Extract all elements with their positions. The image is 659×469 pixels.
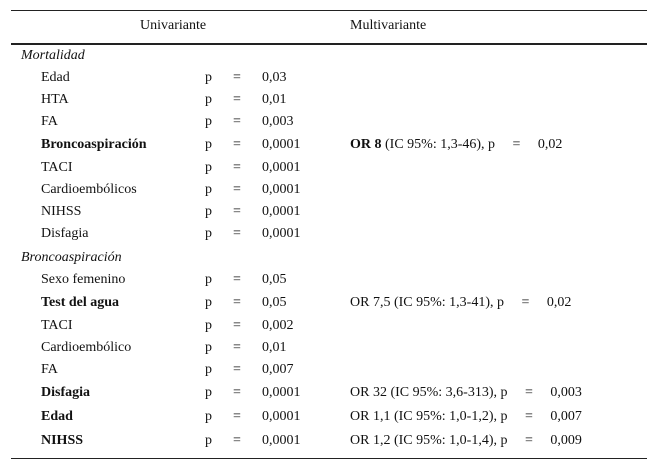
equals-sign: =: [233, 433, 241, 448]
multivariate-result: [350, 137, 562, 153]
equals-sign: =: [233, 226, 241, 241]
header-univariate: Univariante: [140, 18, 207, 33]
table-row: [0, 272, 659, 292]
table-row: [0, 340, 659, 360]
p-symbol: p: [205, 272, 212, 287]
equals-sign: =: [233, 92, 241, 107]
multivariate-result: [350, 433, 582, 449]
equals-sign: =: [233, 362, 241, 377]
table-row: [0, 318, 659, 338]
p-symbol: p: [205, 362, 212, 377]
p-symbol: p: [205, 318, 212, 333]
section-title: Mortalidad: [21, 48, 85, 63]
equals-sign: =: [233, 160, 241, 175]
equals-sign: =: [233, 114, 241, 129]
variable-label: NIHSS: [41, 204, 82, 219]
equals-sign: =: [233, 385, 241, 400]
p-value: 0,05: [262, 295, 287, 310]
variable-label: Broncoaspiración: [41, 137, 147, 152]
table-header-rule: [11, 43, 647, 45]
multivariate-result: [350, 295, 571, 311]
multivariate-detail: OR 7,5 (IC 95%: 1,3-41), p = 0,02: [350, 295, 572, 310]
p-value: 0,002: [262, 318, 294, 333]
p-symbol: p: [205, 160, 212, 175]
variable-label: NIHSS: [41, 433, 84, 448]
p-symbol: p: [205, 204, 212, 219]
variable-label: TACI: [41, 160, 73, 175]
odds-ratio-label: OR 8: [350, 137, 382, 152]
table-row: [0, 385, 659, 405]
table-row: [0, 70, 659, 90]
equals-sign: =: [233, 137, 241, 152]
variable-label: Disfagia: [41, 385, 90, 400]
p-value: 0,0001: [262, 182, 301, 197]
multivariate-detail: OR 1,2 (IC 95%: 1,0-1,4), p = 0,009: [350, 433, 582, 448]
variable-label: HTA: [41, 92, 69, 107]
variable-label: Cardioembólico: [41, 340, 132, 355]
multivariate-detail: OR 32 (IC 95%: 3,6-313), p = 0,003: [350, 385, 582, 400]
p-symbol: p: [205, 182, 212, 197]
table-row: [0, 226, 659, 246]
p-symbol: p: [205, 92, 212, 107]
equals-sign: =: [233, 272, 241, 287]
p-value: 0,03: [262, 70, 287, 85]
p-symbol: p: [205, 385, 212, 400]
p-value: 0,01: [262, 340, 287, 355]
table-row: [0, 137, 659, 157]
p-symbol: p: [205, 226, 212, 241]
multivariate-result: [350, 409, 582, 425]
p-value: 0,0001: [262, 433, 301, 448]
variable-label: TACI: [41, 318, 73, 333]
section-title: Broncoaspiración: [21, 250, 122, 265]
variable-label: Sexo femenino: [41, 272, 126, 287]
equals-sign: =: [233, 409, 241, 424]
table-row: [0, 182, 659, 202]
p-symbol: p: [205, 137, 212, 152]
p-value: 0,003: [262, 114, 294, 129]
variable-label: FA: [41, 114, 58, 129]
p-value: 0,0001: [262, 385, 301, 400]
multivariate-detail: OR 1,1 (IC 95%: 1,0-1,2), p = 0,007: [350, 409, 582, 424]
table-top-rule: [11, 10, 647, 11]
table-row: [0, 362, 659, 382]
multivariate-detail: (IC 95%: 1,3-46), p = 0,02: [381, 137, 563, 152]
variable-label: Edad: [41, 409, 73, 424]
header-multivariate: Multivariante: [350, 18, 427, 33]
p-value: 0,05: [262, 272, 287, 287]
p-symbol: p: [205, 409, 212, 424]
table-row: [0, 204, 659, 224]
table-row: [0, 433, 659, 453]
p-symbol: p: [205, 433, 212, 448]
table-row: [0, 114, 659, 134]
p-symbol: p: [205, 114, 212, 129]
multivariate-result: [350, 385, 582, 401]
equals-sign: =: [233, 340, 241, 355]
table-row: [0, 409, 659, 429]
p-value: 0,0001: [262, 160, 301, 175]
variable-label: Disfagia: [41, 226, 89, 241]
p-value: 0,01: [262, 92, 287, 107]
p-symbol: p: [205, 295, 212, 310]
variable-label: FA: [41, 362, 58, 377]
p-value: 0,0001: [262, 226, 301, 241]
p-value: 0,0001: [262, 409, 301, 424]
equals-sign: =: [233, 182, 241, 197]
equals-sign: =: [233, 204, 241, 219]
p-value: 0,0001: [262, 204, 301, 219]
table-row: [0, 295, 659, 315]
p-value: 0,0001: [262, 137, 301, 152]
equals-sign: =: [233, 318, 241, 333]
variable-label: Edad: [41, 70, 70, 85]
p-value: 0,007: [262, 362, 294, 377]
equals-sign: =: [233, 295, 241, 310]
table-bottom-rule: [11, 458, 647, 459]
p-symbol: p: [205, 340, 212, 355]
table-row: [0, 160, 659, 180]
variable-label: Cardioembólicos: [41, 182, 137, 197]
equals-sign: =: [233, 70, 241, 85]
variable-label: Test del agua: [41, 295, 120, 310]
table-row: [0, 92, 659, 112]
p-symbol: p: [205, 70, 212, 85]
